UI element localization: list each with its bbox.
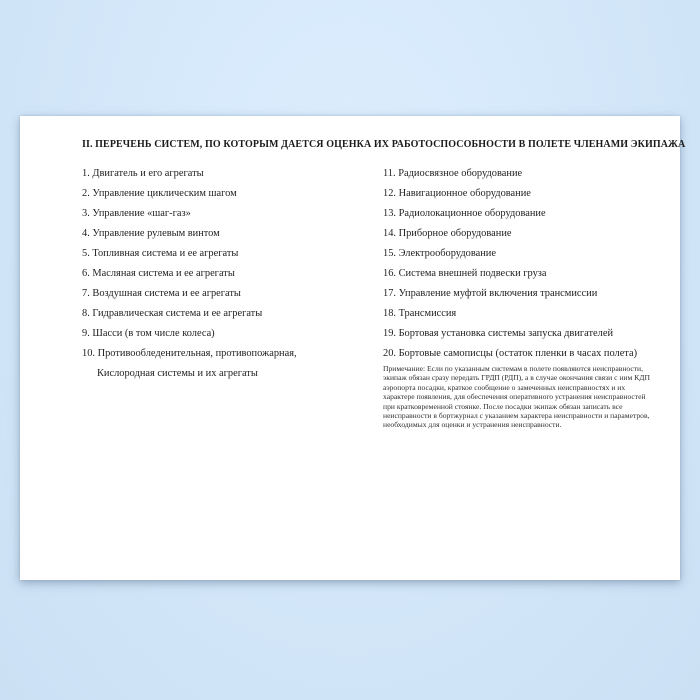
page-title: II. ПЕРЕЧЕНЬ СИСТЕМ, ПО КОТОРЫМ ДАЕТСЯ ОЦЕНКА ИХ РАБОТОСПОСОБНОСТИ В ПОЛЕТЕ ЧЛЕНАМИ ЭКИПАЖА (82, 139, 686, 150)
list-item-16: 16. Система внешней подвески груза (383, 268, 547, 279)
list-item-15: 15. Электрооборудование (383, 248, 496, 259)
list-item-9: 9. Шасси (в том числе колеса) (82, 328, 215, 339)
list-item-3: 3. Управление «шаг-газ» (82, 208, 191, 219)
list-item-1: 1. Двигатель и его агрегаты (82, 168, 204, 179)
systems-list-right-column (383, 164, 654, 430)
list-item-2: 2. Управление циклическим шагом (82, 188, 237, 199)
list-item-5: 5. Топливная система и ее агрегаты (82, 248, 239, 259)
list-item-13: 13. Радиолокационное оборудование (383, 208, 546, 219)
list-item-19: 19. Бортовая установка системы запуска двигателей (383, 328, 614, 339)
document-page (20, 116, 686, 580)
list-item-10: 10. Противообледенительная, противопожарная, (82, 348, 297, 359)
list-item-14: 14. Приборное оборудование (383, 228, 512, 239)
list-item-12: 12. Навигационное оборудование (383, 188, 531, 199)
list-item-20: 20. Бортовые самописцы (остаток пленки в часах полета) (383, 348, 638, 359)
list-item-8: 8. Гидравлическая система и ее агрегаты (82, 308, 263, 319)
systems-list (82, 164, 654, 430)
list-item-7: 7. Воздушная система и ее агрегаты (82, 288, 241, 299)
list-item-4: 4. Управление рулевым винтом (82, 228, 220, 239)
list-item-17: 17. Управление муфтой включения трансмиссии (383, 288, 598, 299)
note-paragraph: Примечание: Если по указанным системам в полете появляются неисправности, экипаж обязан сразу передать ГРДП (РДП), а в случае окончания связи с ним КДП аэропорта посадки, краткое сообщение о замеченных неисправностях и их характере появления, для обеспечения оперативного устранения неисправностей при кратковременной стоянке. После посадки экипаж обязан записать все неисправности в бортжурнал с указанием характера неисправности и параметров, необходимых для оценки и устранения неисправности. (383, 364, 650, 430)
list-item-18: 18. Трансмиссия (383, 308, 457, 319)
list-item-10-continuation: Кислородная системы и их агрегаты (97, 368, 258, 379)
systems-list-left-column (82, 164, 383, 430)
list-item-6: 6. Масляная система и ее агрегаты (82, 268, 235, 279)
list-item-11: 11. Радиосвязное оборудование (383, 168, 523, 179)
